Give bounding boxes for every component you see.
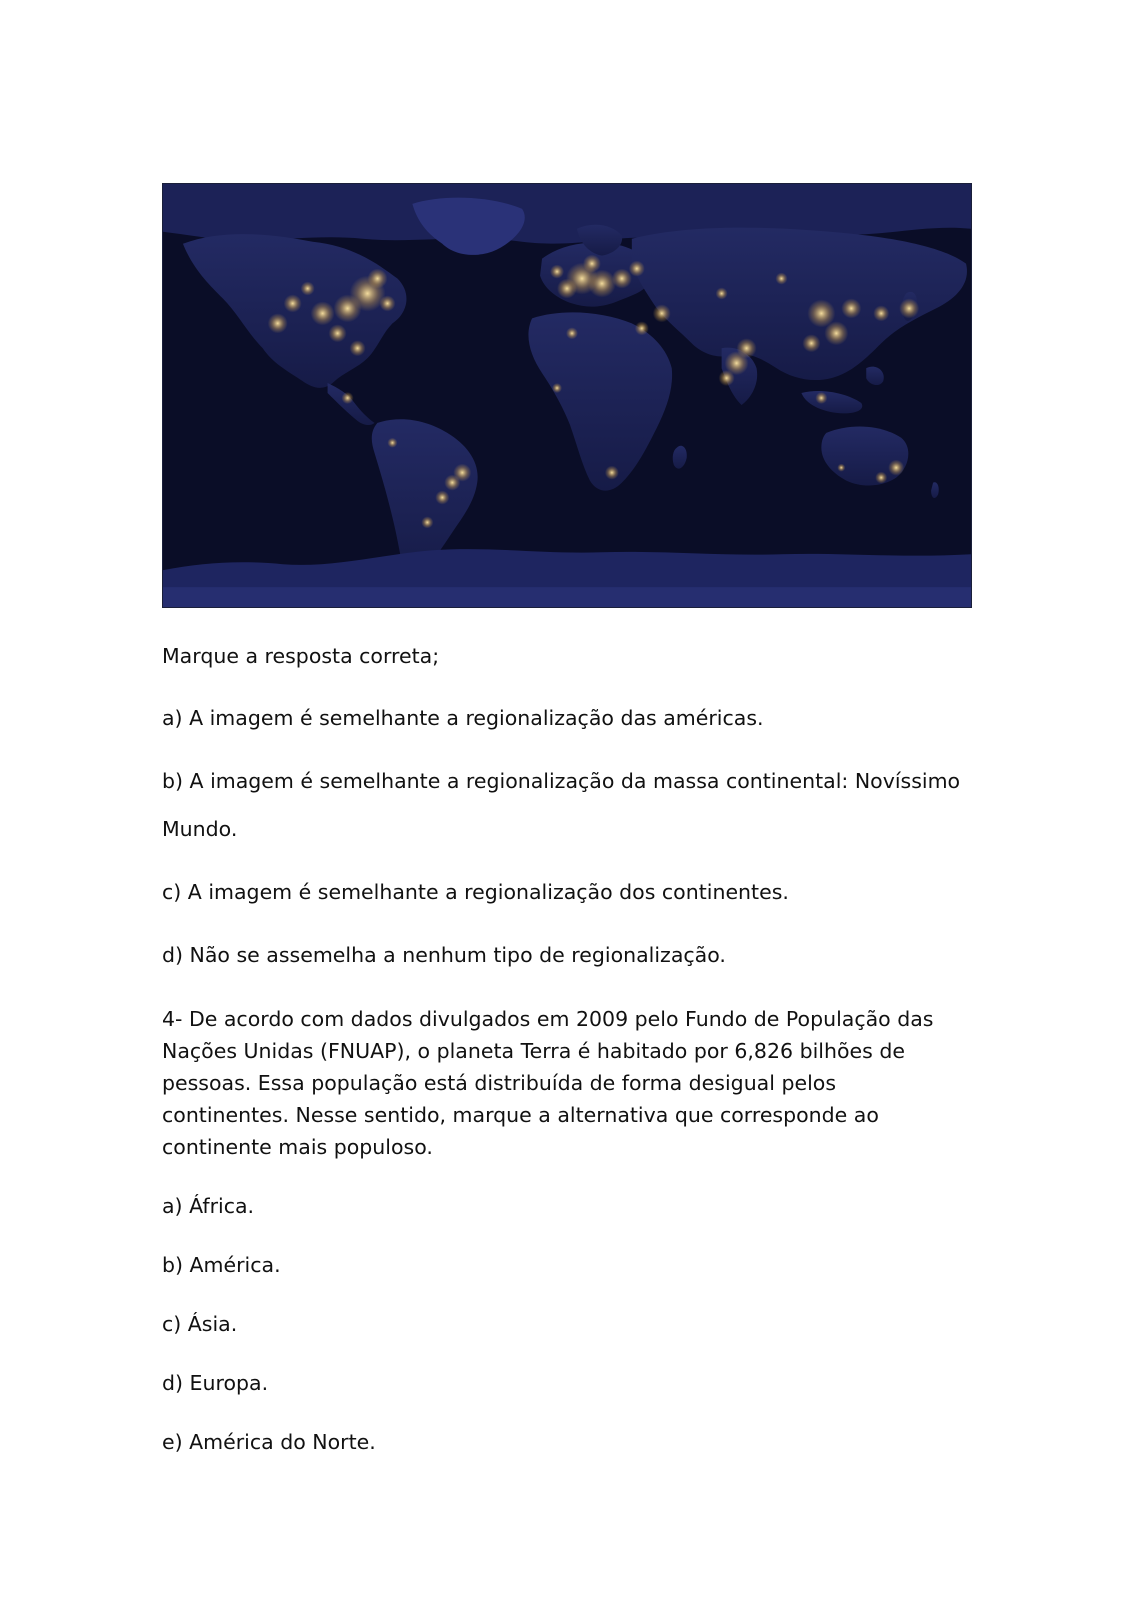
question4-option-e: e) América do Norte. [162, 1430, 376, 1454]
question3-option-b-cont: Mundo. [162, 817, 238, 841]
question3-prompt: Marque a resposta correta; [162, 644, 440, 668]
question4-line-2: Nações Unidas (FNUAP), o planeta Terra é habitado por 6,826 bilhões de [162, 1039, 905, 1063]
question3-option-c: c) A imagem é semelhante a regionalização dos continentes. [162, 880, 789, 904]
question4-option-b: b) América. [162, 1253, 281, 1277]
question4-option-c: c) Ásia. [162, 1312, 238, 1336]
world-map-night-lights-icon [163, 184, 971, 607]
question4-option-a: a) África. [162, 1194, 255, 1218]
question4-line-5: continente mais populoso. [162, 1135, 433, 1159]
question4-line-3: pessoas. Essa população está distribuída de forma desigual pelos [162, 1071, 836, 1095]
question4-option-d: d) Europa. [162, 1371, 269, 1395]
question3-option-d: d) Não se assemelha a nenhum tipo de regionalização. [162, 943, 726, 967]
night-lights-world-map [162, 183, 972, 608]
question4-line-4: continentes. Nesse sentido, marque a alternativa que corresponde ao [162, 1103, 879, 1127]
question4-line-1: 4- De acordo com dados divulgados em 2009 pelo Fundo de População das [162, 1007, 934, 1031]
question3-option-b: b) A imagem é semelhante a regionalização da massa continental: Novíssimo [162, 769, 961, 793]
question3-option-a: a) A imagem é semelhante a regionalização das américas. [162, 706, 764, 730]
